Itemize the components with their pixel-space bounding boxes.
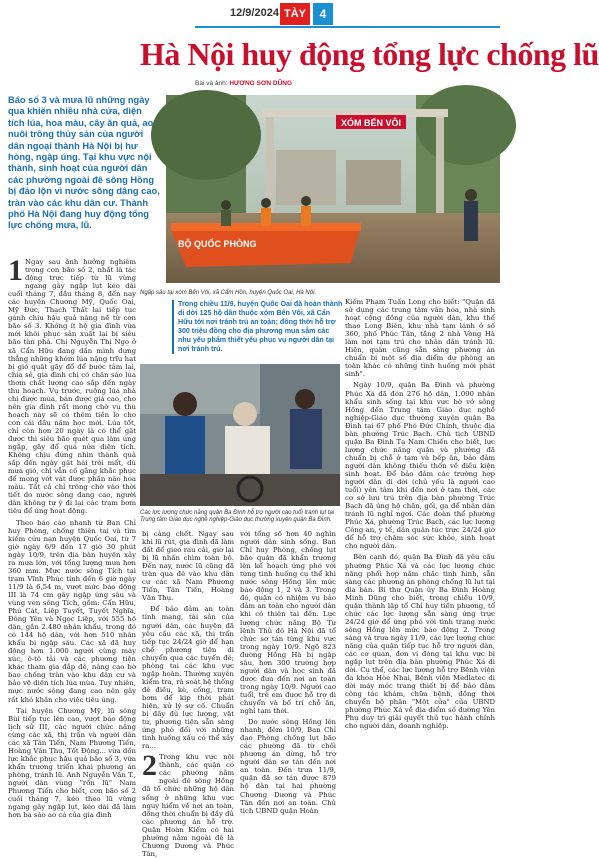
- dropcap-1: 1: [8, 254, 23, 287]
- boat-label-text: BỘ QUỐC PHÒNG: [178, 239, 257, 249]
- byline-prefix: Bài và ảnh:: [195, 80, 230, 87]
- issue-date: 12/9/2024: [230, 7, 279, 19]
- author-name: HƯƠNG SƠN DŨNG: [229, 80, 293, 87]
- body-column-3: [240, 530, 336, 815]
- headline: Hà Nội huy động tổng lực chống lũ: [140, 36, 599, 72]
- col1-paragraph-2: Theo báo cáo nhanh từ Ban Chỉ huy Phòng, chống thiên tai và tìm kiếm cứu nạn huyện Quốc Oai, từ 7 giờ ngày 6/9 đến 17 giờ 30 phút ngày 10/9, trên địa bàn huyện xảy ra mưa lớn, với tổng lượng mưa hơn 360 mm. Mực nước sông Tích tại trạm Vĩnh Phúc tính đến 6 giờ ngày 11/9 là 6,54 m, vượt mức báo động III là 74 cm gây ngập úng sâu và vùng ven sông Tích, gồm: Cẩn Hữu, Phú Cát, Liệp Tuyết, Tuyết Nghĩa, Đông Yên và Ngọc Liệp, với 555 hộ dân, gần 2.480 nhân khẩu, trong đó có 144 hộ dân, với hơn 510 nhân khẩu bị ngập sâu. Các xã đã huy động hơn 1.000 người cùng máy xúc, ô-tô tải và các phương tiện khác tham gia đắp đê, nâng cao bờ bao chống tràn vào khu dân cư và bảo vệ diện tích lúa mùa. Tuy nhiên, mực nước sông đang cao nên gây rất khó khăn cho việc tiêu úng.: [8, 518, 136, 704]
- page-header: [0, 0, 500, 28]
- byline: [195, 80, 292, 87]
- col1-paragraph-3: Tại huyện Chương Mỹ, lũ sông Bùi tiếp tục lên cao, vượt báo động lịch sử III, các người chức năng cùng các xã, thị trấn và người dân các xã Tân Tiến, Nam Phương Tiến, Hoàng Văn Thụ, Tốt Động... vừa dồn lực khắc phục hậu quả bão số 3, vừa khẩn trương triển khai phương án phòng, tránh lũ. Anh Nguyễn Văn T., người dân vùng "rốn lũ" Nam Phương Tiến cho biết, cơn bão số 2 cuối tháng 7, kéo theo lũ vừng ngang gây ngập lụt, kéo dài đã làm hơn ba sào ao cá của gia đình: [8, 706, 136, 820]
- photo2-caption: Các lực lượng chức năng quận Ba Đình hỗ trợ người cao tuổi tránh lụt tại Trung tâm Giáo dục nghề nghiệp-Giáo dục thường xuyên quận Ba Đình.: [140, 510, 335, 523]
- body-column-1: [8, 254, 136, 820]
- gate-sign-text: XÓM BẾN VÔI: [340, 118, 402, 128]
- col3-paragraph-2: Do nước sông Hồng lên nhanh, đêm 10/9, Ban Chỉ đạo Phòng chống lụt bão các phường đã từ chối phương án dừng, hỗ trợ người dân sơ tán đến nơi an toàn. Đến trưa 11/9, quận đã sơ tán được 879 hộ dân tại hai phường Chương Dương và Phúc Tân đến nơi an toàn. Chủ tịch UBND quận Hoàn: [240, 718, 336, 815]
- col2-paragraph-2: Để bảo đảm an toàn tính mạng, tài sản của người dân, các huyện đã yêu cầu các xã, thị trấn tiếp tục 24/24 giờ để hạn chế phương tiện di chuyển qua các tuyến đê; phòng tai các khu vực ngập hoàn. Thường xuyên kiểm tra, rà soát hệ thống đê điều, kè, cống, trạm bơm để kịp thời phát hiện, xử lý sự cố. Chuẩn bị đầy đủ lực lượng, vật tư, phương tiện sẵn sàng ứng phó đối với những tình huống xấu có thể xảy ra...: [142, 605, 234, 751]
- col2-paragraph-1: bị cảng chết. Ngay sau khi lũ rút, gia đình đã làm đất để gieo rau cải, giờ lại bị lũ nhấn chìm toàn bộ. Đến nay, nước lũ cũng đã tràn qua đê vào khu dân cư các xã Nam Phương Tiến, Tân Tiến, Hoàng Văn Thụ.: [142, 530, 234, 603]
- dropcap-2: 2: [142, 749, 157, 783]
- body-column-4: [345, 298, 495, 776]
- lead-paragraph: Báo số 3 và mưa lũ những ngày qua khiến nhiều nhà cửa, diện tích lúa, hoa màu, cây ăn quả, ao nuôi trồng thủy sản của người dân ngoại thành Hà Nội bị hư hỏng, ngập úng. Tại khu vực nội thành, sinh hoạt của người dân các phường ngoài đê sông Hồng bị đảo lộn vì nước sông dâng cao, tràn vào các khu dân cư. Thành phố Hà Nội đang huy động tổng lực chống mưa, lũ.: [8, 95, 160, 231]
- elderly-support-photo-illustration: [140, 364, 340, 506]
- col4-paragraph-2: Ngày 10/9, quận Ba Đình và phường Phúc Xá đã đón 276 hộ dân, 1.090 nhân khẩu sinh sống tại khu vực bờ vở sông Hồng đến Trung tâm Giáo dục nghề nghiệp-Giáo dục thường xuyên quận Ba Đình tại 67 phố Phó Đức Chính, thuộc địa bàn phường Trúc Bạch. Chủ tịch UBND quận Ba Đình Tạ Nam Chiến cho biết, lực lượng chức năng quận và phường đã chuẩn bị chỗ ở tạm và bếp ăn, bảo đảm người dân không thiếu thốn về điều kiện sinh hoạt. Để bảo đảm các trường hợp người dân di dời (chủ yếu là người cao tuổi) yên tâm khi đến nơi ở tạm thời, các cơ sở lưu trú trên địa bàn phường Trúc Bạch đã ủng hộ chăn, gối, ga để nhân dân tránh lũ nghỉ ngơi. Các đoàn thể phường Phúc Xá, phường Trúc Bạch, các lực lượng Công an, y tế, dân quân túc trực 24/24 giờ để hỗ trợ chăm sóc sức khỏe, sinh hoạt cho người dân.: [345, 381, 495, 551]
- col4-paragraph-3: Bên cạnh đó, quận Ba Đình đã yêu cầu phường Phúc Xá và các lực lượng chức năng phối hợp nắm chắc tình hình, sẵn sàng các phương án phòng chống lũ lụt tại địa bàn. Bí thư Quận ủy Ba Đình Hoàng Minh Dũng cho biết, trong chiều 10/9, quận thành lập tổ Chỉ huy tiền phương, tổ chức các lực lượng sẵn sàng ứng trực 24/24 giờ để ứng phó với tình trạng nước sông Hồng lên mức báo động 2. Trong sáng và trưa ngày 11/9, các lực lượng chức năng của quận tiếp tục hỗ trợ người dân, các cơ quan, đơn vị đóng tại khu vực bị ngập lụt trên địa bàn phường Phúc Xá di dời. Cụ thể, các lực lượng hỗ trợ Bệnh viện đa khoa Hòe Nhai, Bệnh viện Medlatec di dời máy móc trang thiết bị để bảo đảm công tác khám, chữa bệnh, đồng thời chuyển bộ phận "Một cửa" của UBND phường Phúc Xá về địa điểm số đường Yên Phụ duy trì giải quyết thủ tục hành chính cho người dân, doanh nghiệp.: [345, 553, 495, 731]
- col2-text-3: Trong khu vực nội thành, các quận có các phường nằm ngoài đê sông Hồng đã tổ chức những hộ dân sống ở những khu vực nguy hiểm về nơi an toàn, đồng thời chuẩn bị đầy đủ các phương án hỗ trợ. Quận Hoàn Kiếm có hai phường nằm ngoài đê là Chương Dương và Phúc Tân,: [142, 753, 234, 858]
- header-rule: [195, 26, 500, 28]
- col2-paragraph-3: [142, 749, 234, 858]
- flood-photo: [166, 95, 500, 283]
- body-column-2: [142, 530, 234, 858]
- col1-paragraph-1: [8, 254, 136, 516]
- newspaper-logo: TÀY: [280, 3, 310, 25]
- col3-paragraph-1: với tổng số hơn 40 nghìn người dân sinh sống. Ban Chỉ huy Phòng, chống lụt bão quận đã khẩn trương lên kế hoạch ứng phó với từng tình huống cụ thể khi nước sông Hồng lên mức báo động 1, 2 và 3. Trong đó, quận có nhiệm vụ bảo đảm an toàn cho người dân khi có thiên tai đến. Lực lượng chức năng Bộ Tư lệnh Thủ đô Hà Nội đã tổ chức sơ tán từng khu vực trong ngày 10/9. Ngõ 823 đường Hồng Hà bị ngập sâu, hơn 300 trường hợp người dân và học sinh đã được đưa đến nơi an toàn trong ngày 10/9. Người cao tuổi, trẻ em được hỗ trợ di chuyển và bố trí chỗ ăn, nghỉ tạm thời.: [240, 530, 336, 716]
- col4-paragraph-1: Kiếm Phạm Tuấn Long cho biết: "Quận đã sử dụng các trung tâm văn hóa, nhà sinh hoạt cộng đồng của người dân, khu thể thao Long Biên, khu nhà tạm lánh ở số 360, phố Phúc Tân, tầng 2 nhà Vòng Hà làm nơi tạm trú cho nhân dân tránh lũ. Hiện, quân cũng sẵn sàng phương án chuẩn bị một số địa điểm dự phòng an toàn khác có những tình huống mới phát sinh".: [345, 298, 495, 379]
- flood-photo-illustration: [166, 95, 500, 283]
- elderly-support-photo: [140, 364, 340, 506]
- pull-quote: Trong chiều 11/9, huyện Quốc Oai đã hoàn thành di dời 125 hộ dân thuộc xóm Bến Vôi, xã Cẩn Hữu tới nơi tránh trú an toàn; đồng thời hỗ trợ 300 triệu đồng cho địa phương mua sắm các nhu yếu phẩm thiết yếu phục vụ người dân tại nơi tránh trú.: [172, 300, 343, 354]
- page-number: 4: [313, 3, 333, 25]
- photo1-caption: Ngập sâu tại xóm Bến Vôi, xã Cẩm Hồn, huyện Quốc Oai, Hà Nội.: [140, 290, 317, 296]
- col1-text-1: Ngay sau ảnh hưởng nghiêm trọng con bão số 2, nhất là tác động trực tiếp từ lũ vừng ngang gây ngập lụt kéo dài cuối tháng 7, đầu tháng 8, đến nay các huyện Chương Mỹ, Quốc Oai, Mỹ Đức, Thạch Thất lại tiếp tục gánh chịu hậu quả nặng nề từ cơn bão số 3. Không ít hộ gia đình vừa mới khôi phục sản xuất lại bị siêu bão tàn phá. Chị Nguyễn Thị Ngọ ở xã Cẩn Hữu đang dần mình dựng thẳng những khóm lúa nặng trĩu hạt bị gió quật gãy đổ để bước tâm lại, chia sẻ, gia đình chị có chăn sáo lúa thơm chất lượng cao sắp đến ngày thu hoạch. Vụ trước, ruộng lúa nhà chị được mùa, bán được giá cao, cho nên gia đình rất mong chờ vụ thu hoạch này sẽ có thêm tiền lo cho con cái đầu năm học mới. Lúa tốt, chỉ còn hơn 20 ngày là có thể gặt được thì siêu bão quét qua làm úng ngập, gãy đổ quá nửa diện tích. Không chịu đứng nhìn thành quả sắp đến ngày gặt hái trôi mất, dù mưa gió, chị vẫn cố gắng khắc phục để mong vớt vát được phần nào hoa màu. Tất cả chỉ trông chờ vào thời tiết do nước sông đang cao, người dân không tự ý đi lại các trạm bơm tiêu để úng hoạt động.: [8, 258, 136, 516]
